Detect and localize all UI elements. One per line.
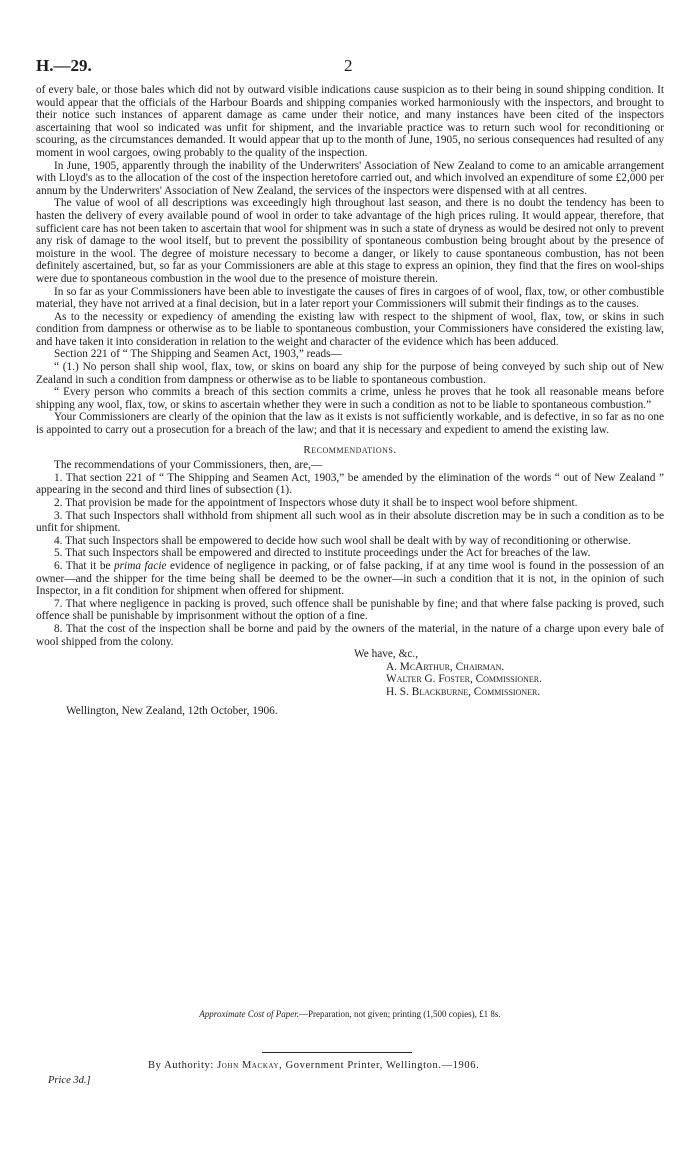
recommendation-item: 5. That such Inspectors shall be empowered and directed to institute proceedings under the Act for breaches of the law. (54, 547, 591, 560)
signature-commissioner-blackburne: H. S. Blackburne, Commissioner. (386, 685, 541, 698)
price-label: Price 3d.] (48, 1075, 91, 1086)
section-heading: Recommendations. (303, 443, 397, 456)
recommendations-intro: The recommendations of your Commissioners, then, are,— (54, 459, 323, 472)
signature-chairman: A. McArthur, Chairman. (386, 660, 505, 673)
recommendation-item (36, 560, 664, 598)
recommendation-item: 4. That such Inspectors shall be empowered to decide how such wool shall be dealt with by way of reconditioning or otherwise. (54, 534, 631, 547)
page-header (36, 56, 664, 78)
cost-text: —Preparation, not given; printing (1,500 copies), £1 8s. (298, 1009, 501, 1019)
paragraph: As to the necessity or expediency of amending the existing law with respect to the shipment of wool, flax, tow, or skins in such condition from dampness or otherwise as to be liable to spontaneous combustion, your Commissioners have considered the existing law, and have taken it into consideration in relation to the weight and character of the evidence which has been adduced. (36, 310, 664, 348)
salutation: We have, &c., (354, 648, 419, 661)
recommendation-item: 1. That section 221 of “ The Shipping and Seamen Act, 1903,” be amended by the elimination of the words “ out of New Zealand ” appearing in the second and third lines of subsection (1). (36, 471, 664, 497)
paragraph: Section 221 of “ The Shipping and Seamen Act, 1903,” reads— (54, 348, 342, 361)
cost-label: Approximate Cost of Paper. (199, 1009, 299, 1019)
paragraph: Your Commissioners are clearly of the opinion that the law as it exists is not sufficiently workable, and is defective, in so far as no one is appointed to carry out a prosecution for a breach of the law; and that it is necessary and expedient to amend the existing law. (36, 411, 664, 437)
quoted-paragraph: “ Every person who commits a breach of this section commits a crime, unless he proves that he took all reasonable means before shipping any wool, flax, tow, or skins to ascertain whether they were in such a condition as not to be liable to spontaneous combustion.” (36, 386, 664, 411)
divider-rule (262, 1052, 412, 1053)
item6-italic: prima facie (114, 559, 167, 572)
authority-rest: Government Printer, Wellington.—1906. (285, 1060, 480, 1071)
recommendation-item: 3. That such Inspectors shall withhold from shipment all such wool as in their absolute discretion may be in such a condition as to be unfit for shipment. (36, 509, 664, 535)
cost-of-paper (0, 1009, 700, 1019)
item6-prefix: 6. That it be (54, 559, 115, 572)
paragraph: In June, 1905, apparently through the inability of the Underwriters' Association of New Zealand to come to an amicable arrangement with Lloyd's as to the allocation of the cost of the inspection heretofore carried out, and which involved an expenditure of some £2,000 per annum by the Underwriters' Association of New Zealand, the services of the inspectors were dispensed with at all centres. (36, 159, 664, 197)
signature-commissioner-foster: Walter G. Foster, Commissioner. (386, 673, 542, 686)
body-text (36, 84, 664, 717)
authority-line (148, 1060, 479, 1071)
printer-name: John Mackay, (217, 1060, 283, 1071)
closing-block (36, 648, 664, 717)
paragraph: In so far as your Commissioners have been able to investigate the causes of fires in cargoes of of wool, flax, tow, or other combustible material, they have not arrived at a final decision, but in a later report your Commissioners will submit their findings as to the causes. (36, 285, 664, 311)
recommendation-item: 8. That the cost of the inspection shall be borne and paid by the owners of the material, in the nature of a charge upon every bale of wool shipped from the colony. (36, 622, 664, 648)
quoted-paragraph: “ (1.) No person shall ship wool, flax, tow, or skins on board any ship for the purpose of being conveyed by such ship out of New Zealand in such a condition from dampness or otherwise as to be liable to spontaneous combustion. (36, 361, 664, 386)
recommendation-item: 2. That provision be made for the appointment of Inspectors whose duty it shall be to inspect wool before shipment. (54, 497, 578, 509)
paragraph: The value of wool of all descriptions was exceedingly high throughout last season, and there is no doubt the tendency has been to hasten the delivery of every available pound of wool in order to take advantage of the high prices ruling. It would appear, therefore, that sufficient care has not been taken to ascertain that wool for shipment was in such a state of dryness as would be desired not only to prevent any risk of damage to the wool itself, but to prevent the possibility of spontaneous combustion being brought about by the presence of moisture in the wool. The degree of moisture necessary to become a danger, or likely to cause spontaneous combustion, has not been definitely ascertained, but, so far as your Commissioners are able at this stage to express an opinion, they find that the fires on wool-ships were due to spontaneous combustion in the wool due to the presence of moisture therein. (36, 197, 664, 285)
paragraph: of every bale, or those bales which did not by outward visible indications cause suspicion as to their being in sound shipping condition. It would appear that the officials of the Harbour Boards and shipping companies worked harmoniously with the inspectors, and brought to their notice such instances of apparent damage as came under their notice, and many instances have been cited of the inspectors ascertaining that wool so indicated was unfit for shipment, and the invariable practice was to return such wool for reconditioning or scouring, as the circumstances demanded. It would appear that up to the month of June, 1905, no serious consequences had resulted of any moment in wool cargoes, owing probably to the quality of the inspection. (36, 84, 664, 159)
dateline: Wellington, New Zealand, 12th October, 1906. (66, 704, 278, 717)
item6-rest: evidence of negligence in packing, or of false packing, if at any time wool is found in the possession of an owner—and the shipper for the time being shall be deemed to be the owner—in such a condition that it is not, in the opinion of such Inspector, in a fit condition for shipment when offered for shipment. (36, 559, 664, 598)
recommendation-item: 7. That where negligence in packing is proved, such offence shall be punishable by fine; and that where false packing is proved, such offence shall be punishable by imprisonment without the option of a fine. (36, 597, 664, 623)
report-code: H.—29. (36, 56, 92, 75)
authority-prefix: By Authority: (148, 1060, 214, 1071)
page-number: 2 (344, 56, 353, 75)
